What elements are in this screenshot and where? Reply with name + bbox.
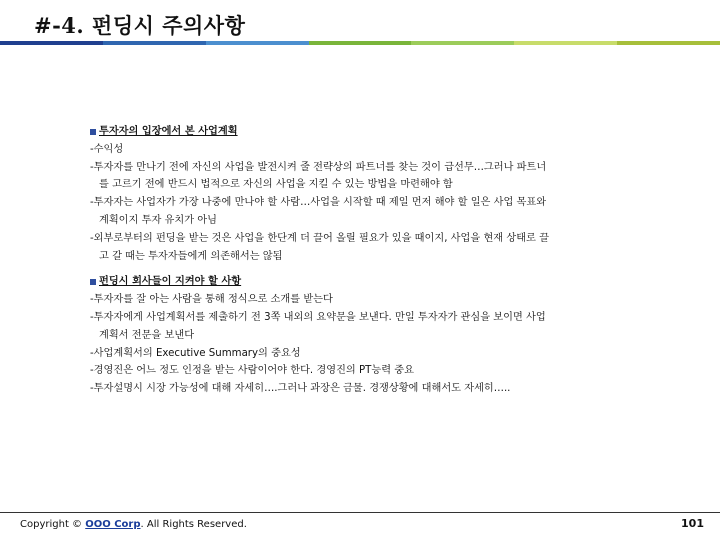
content-body (90, 123, 650, 398)
copyright-prefix: Copyright © (20, 519, 86, 530)
stripe-segment (514, 41, 617, 45)
stripe-segment (309, 41, 412, 45)
section-heading-text: 투자자의 입장에서 본 사업계획 (99, 126, 238, 137)
stripe-segment (206, 41, 309, 45)
text-line: -투자자는 사업자가 가장 나중에 만나야 할 사람…사업을 시작할 때 제일 먼저 해야 할 일은 사업 목표와 (90, 197, 547, 209)
title-divider-stripes (0, 41, 720, 45)
stripe-segment (411, 41, 514, 45)
text-line: -투자설명시 시장 가능성에 대해 자세히….그러나 과장은 금물. 경쟁상황에 대해서도 자세히….. (90, 383, 511, 395)
page-title: #-4. 펀딩시 주의사항 (34, 13, 246, 38)
section-heading (90, 273, 650, 291)
text-line: -투자자에게 사업계획서를 제출하기 전 3쪽 내외의 요약문을 보낸다. 만일 투자자가 관심을 보이면 사업 (90, 311, 546, 323)
text-line: -외부로부터의 펀딩을 받는 것은 사업을 한단계 더 끌어 올릴 필요가 있을 때이지, 사업을 현재 상태로 끌 (90, 232, 549, 244)
section-heading (90, 123, 650, 141)
stripe-segment (0, 41, 103, 45)
company-brand: OOO Corp (85, 519, 141, 530)
footer-divider (0, 512, 720, 513)
text-line: 를 고르기 전에 반드시 법적으로 자신의 사업을 지킬 수 있는 방법을 마련해야 함 (99, 179, 453, 191)
text-line: -경영진은 어느 정도 인정을 받는 사람이어야 한다. 경영진의 PT능력 중요 (90, 365, 414, 377)
text-line: -사업계획서의 Executive Summary의 중요성 (90, 347, 301, 359)
text-line: -투자자를 만나기 전에 자신의 사업을 발전시켜 줄 전략상의 파트너를 찾는 것이 급선무…그러나 파트너 (90, 161, 547, 173)
section-heading-text: 펀딩시 회사들이 지켜야 할 사항 (99, 276, 242, 288)
text-line: -수익성 (90, 143, 124, 155)
text-line: -투자자를 잘 아는 사람을 통해 정식으로 소개를 받는다 (90, 294, 333, 306)
footer-copyright (20, 519, 247, 530)
square-bullet-icon (90, 129, 96, 135)
copyright-suffix: . All Rights Reserved. (140, 519, 247, 530)
stripe-segment (103, 41, 206, 45)
square-bullet-icon (90, 279, 96, 285)
text-line: 계획이지 투자 유치가 아님 (99, 214, 217, 226)
section-gap (90, 265, 650, 273)
page-number: 101 (681, 517, 704, 530)
stripe-segment (617, 41, 720, 45)
text-line: 계획서 전문을 보낸다 (99, 329, 195, 341)
text-line: 고 갈 때는 투자자들에게 의존해서는 않됨 (99, 250, 283, 262)
